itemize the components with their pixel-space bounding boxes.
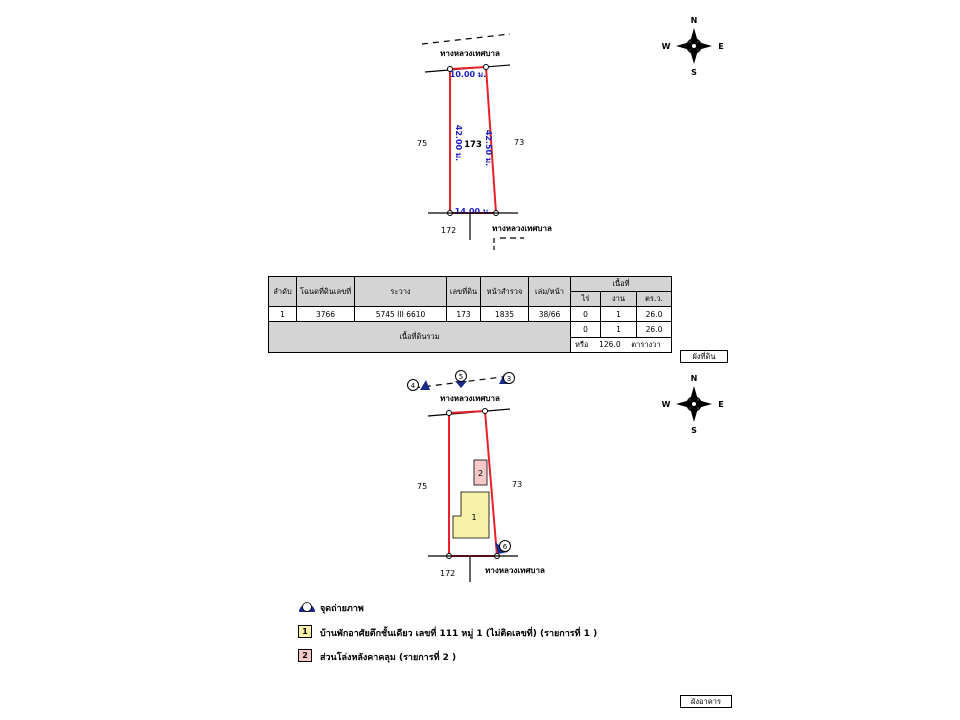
compass-bottom bbox=[662, 372, 726, 436]
header-area: เนื้อที่ bbox=[571, 277, 672, 292]
photo-point-4 bbox=[408, 380, 431, 391]
header-sheet: ระวาง bbox=[355, 277, 447, 307]
total-alt bbox=[571, 337, 672, 353]
total-ngan: 1 bbox=[601, 322, 637, 338]
cell-ngan: 1 bbox=[601, 307, 637, 322]
south-neighbor-label: 172 bbox=[440, 569, 456, 578]
total-row bbox=[269, 322, 672, 338]
photo-point-label: 5 bbox=[458, 373, 464, 381]
header-order: ลำดับ bbox=[269, 277, 297, 307]
land-table bbox=[268, 276, 672, 353]
legend-item-1-number: 1 bbox=[298, 625, 312, 638]
compass-e-label: E bbox=[718, 42, 724, 51]
compass-top bbox=[662, 14, 726, 78]
cell-deed: 3766 bbox=[297, 307, 355, 322]
cell-order: 1 bbox=[269, 307, 297, 322]
road-edge-dashed-top bbox=[422, 34, 510, 44]
south-neighbor-label: 172 bbox=[441, 226, 457, 235]
photo-point-3 bbox=[499, 373, 515, 385]
compass-w-label: W bbox=[662, 400, 671, 409]
corner-marker bbox=[484, 65, 489, 70]
table-row bbox=[269, 307, 672, 322]
photo-point-5 bbox=[455, 371, 467, 389]
header-rai: ไร่ bbox=[571, 292, 601, 307]
header-deed: โฉนดที่ดินเลขที่ bbox=[297, 277, 355, 307]
compass-n-label: N bbox=[690, 16, 698, 25]
total-alt-value: 126.0 bbox=[599, 339, 621, 349]
land-plan-tag: ผังที่ดิน bbox=[680, 350, 728, 363]
legend-photo-point: จุดถ่ายภาพ bbox=[320, 604, 364, 614]
compass-s-label: S bbox=[691, 426, 697, 435]
building-plan bbox=[400, 366, 560, 586]
road-label-bottom: ทางหลวงเทศบาล bbox=[492, 224, 552, 233]
cell-sheet: 5745 III 6610 bbox=[355, 307, 447, 322]
cell-survey: 1835 bbox=[481, 307, 529, 322]
photo-point-label: 3 bbox=[506, 375, 512, 383]
compass-center bbox=[692, 44, 697, 49]
building-1-label: 1 bbox=[471, 513, 477, 522]
corner-marker bbox=[483, 409, 488, 414]
road-label-top: ทางหลวงเทศบาล bbox=[440, 49, 500, 58]
east-neighbor-label: 73 bbox=[512, 480, 523, 489]
photo-point-arrow bbox=[455, 381, 467, 388]
compass-s-label: S bbox=[691, 68, 697, 77]
dimension-bottom: 14.00 ม. bbox=[454, 207, 492, 216]
total-wa: 26.0 bbox=[637, 322, 672, 338]
road-label-bottom: ทางหลวงเทศบาล bbox=[485, 566, 545, 575]
corner-marker bbox=[447, 411, 452, 416]
west-neighbor-label: 75 bbox=[417, 139, 428, 148]
total-label: เนื้อที่ดินรวม bbox=[269, 322, 571, 353]
west-neighbor-label: 75 bbox=[417, 482, 428, 491]
cell-rai: 0 bbox=[571, 307, 601, 322]
photo-point-legend-icon bbox=[296, 597, 318, 615]
cell-land-no: 173 bbox=[447, 307, 481, 322]
east-neighbor-label: 73 bbox=[514, 138, 525, 147]
building-2-label: 2 bbox=[477, 469, 484, 478]
header-ngan: งาน bbox=[601, 292, 637, 307]
legend-item-2-number: 2 bbox=[298, 649, 312, 662]
compass-n-label: N bbox=[690, 374, 698, 383]
cell-wa: 26.0 bbox=[637, 307, 672, 322]
photo-point-label: 6 bbox=[502, 543, 508, 551]
compass-center bbox=[692, 402, 697, 407]
photo-point-arrow bbox=[420, 380, 430, 390]
parcel-number: 173 bbox=[464, 140, 482, 150]
cell-book: 38/66 bbox=[529, 307, 571, 322]
compass-w-label: W bbox=[662, 42, 671, 51]
legend-item-2: ส่วนโล่งหลังคาคลุม (รายการที่ 2 ) bbox=[320, 653, 457, 663]
legend-item-1: บ้านพักอาศัยตึกชั้นเดียว เลขที่ 111 หมู่ 1 (ไม่ติดเลขที่) (รายการที่ 1 ) bbox=[320, 629, 598, 639]
dimension-right: 42.50 ม. bbox=[484, 129, 493, 167]
total-alt-prefix: หรือ bbox=[575, 339, 589, 349]
header-book: เล่ม/หน้า bbox=[529, 277, 571, 307]
dimension-left: 42.00 ม. bbox=[454, 124, 463, 162]
header-survey: หน้าสำรวจ bbox=[481, 277, 529, 307]
total-rai: 0 bbox=[571, 322, 601, 338]
road-label-top: ทางหลวงเทศบาล bbox=[440, 394, 500, 403]
photo-point-label: 4 bbox=[410, 382, 416, 390]
total-alt-unit: ตารางวา bbox=[631, 339, 661, 349]
building-plan-tag: ผังอาคาร bbox=[680, 695, 732, 708]
header-land-no: เลขที่ดิน bbox=[447, 277, 481, 307]
header-wa: ตร.ว. bbox=[637, 292, 672, 307]
compass-e-label: E bbox=[718, 400, 724, 409]
dimension-top: 10.00 ม. bbox=[449, 70, 487, 79]
